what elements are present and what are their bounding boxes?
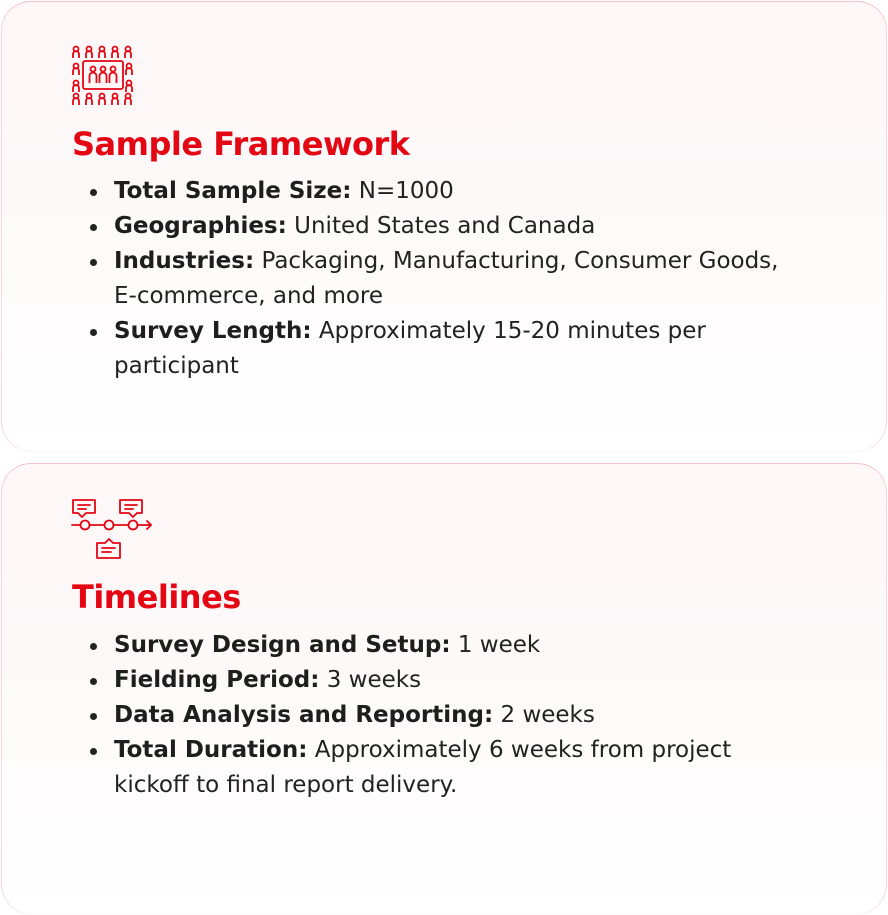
item-text: Approximately 6 weeks from project kickoff to final report delivery. (114, 737, 732, 798)
item-text: 3 weeks (326, 667, 422, 693)
timelines-card (1, 463, 887, 914)
list-item (88, 698, 808, 733)
people-group-icon (71, 45, 135, 107)
item-text: United States and Canada (294, 213, 596, 239)
item-label: Fielding Period: (114, 667, 320, 693)
item-text: 1 week (457, 632, 541, 658)
list-item (88, 174, 808, 209)
list-item (88, 244, 808, 314)
item-label: Total Duration: (114, 737, 308, 763)
item-label: Survey Length: (114, 318, 312, 344)
list-item (88, 209, 808, 244)
item-text: Packaging, Manufacturing, Consumer Goods, E-commerce, and more (114, 248, 779, 309)
item-text: Approximately 15-20 minutes per participant (114, 318, 706, 379)
list-item (88, 663, 808, 698)
item-label: Geographies: (114, 213, 287, 239)
bullet-list (88, 628, 808, 803)
item-text: 2 weeks (500, 702, 595, 728)
list-item (88, 314, 808, 384)
list-item (88, 733, 808, 803)
bullet-list (88, 174, 808, 384)
item-label: Survey Design and Setup: (114, 632, 451, 658)
section-title: Sample Framework (72, 125, 410, 163)
item-text: N=1000 (358, 178, 454, 204)
item-label: Industries: (114, 248, 255, 274)
timeline-icon (71, 497, 155, 561)
item-label: Data Analysis and Reporting: (114, 702, 494, 728)
item-label: Total Sample Size: (114, 178, 352, 204)
sample-framework-card (1, 1, 887, 451)
list-item (88, 628, 808, 663)
section-title: Timelines (72, 578, 241, 616)
